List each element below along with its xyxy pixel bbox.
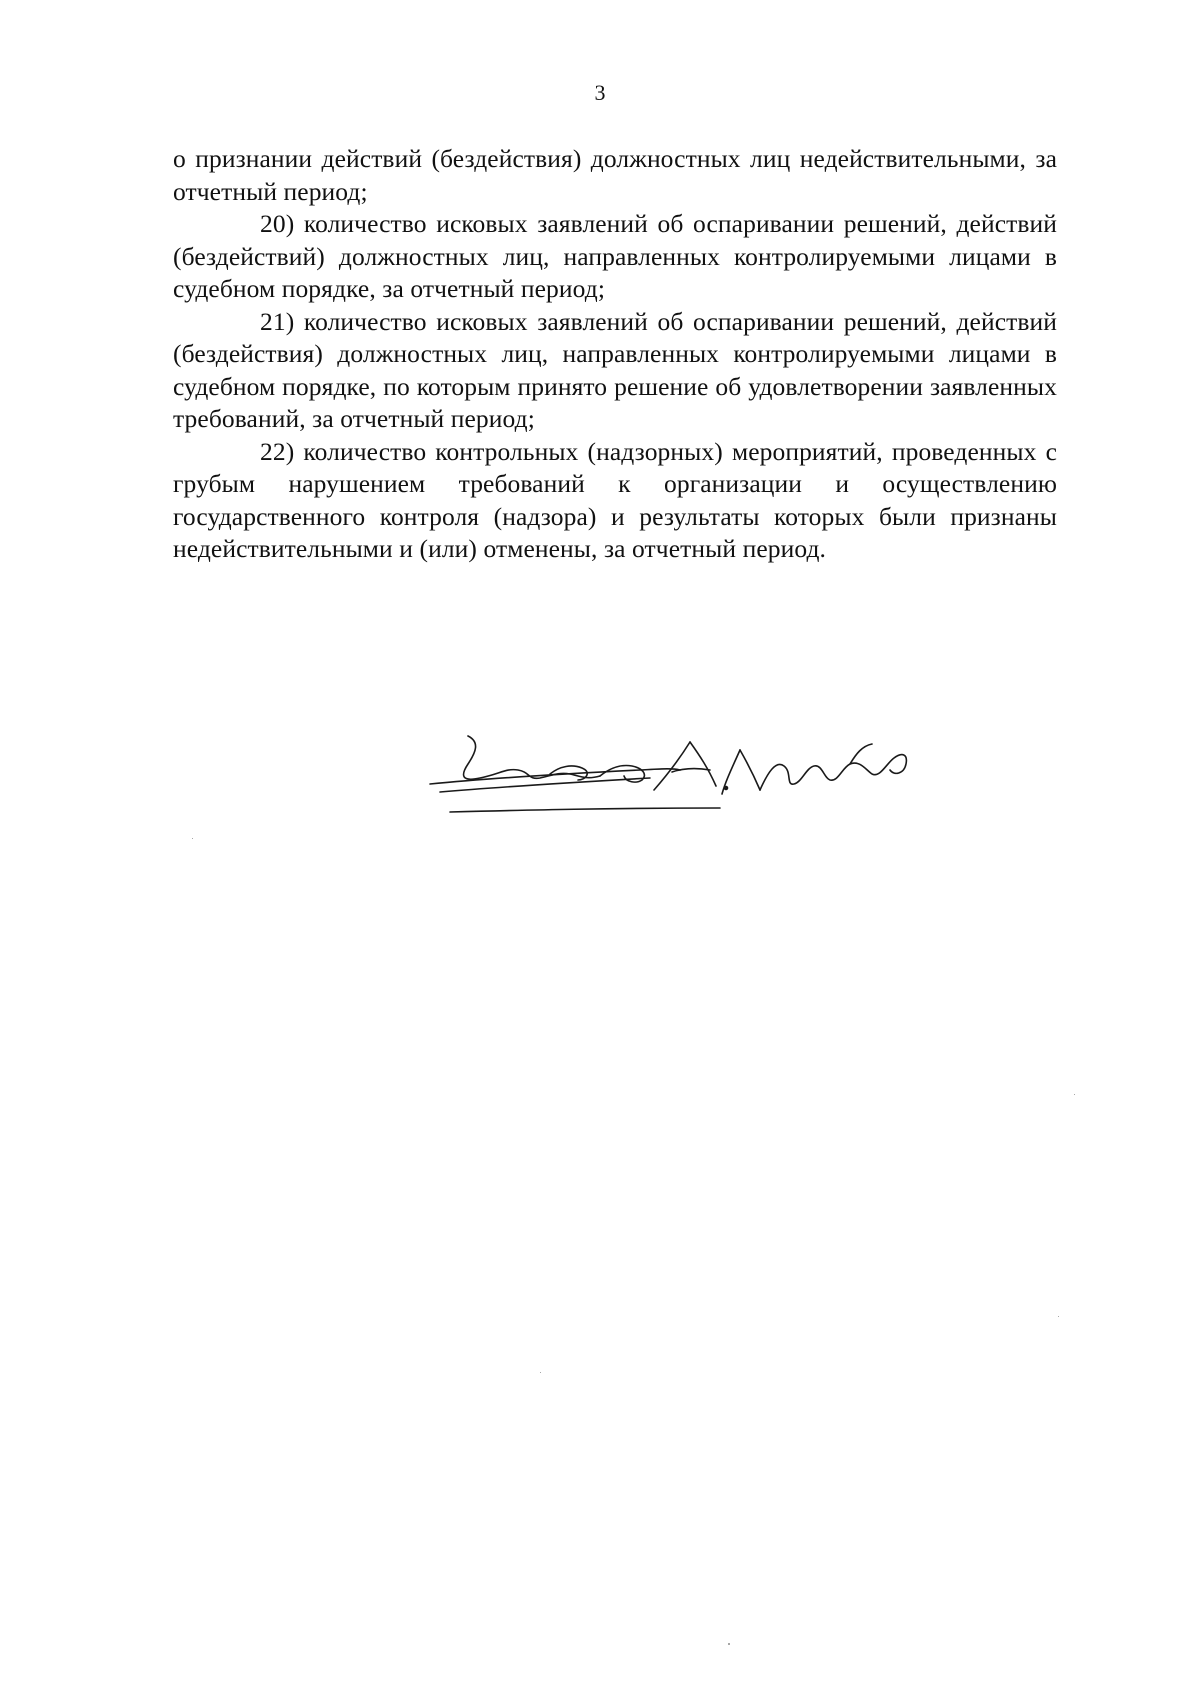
page-number: 3 xyxy=(594,80,606,105)
scan-speck xyxy=(1074,1094,1075,1095)
paragraph-text: 20) количество исковых заявлений об оспаривании решений, действий (бездействий) должностных лиц, направленных контролируемыми лицами в судебном порядке, за отчетный период; xyxy=(173,209,1057,303)
signature-drawing xyxy=(410,728,960,828)
scan-speck xyxy=(1058,1316,1059,1317)
scan-speck xyxy=(540,1372,541,1373)
paragraph-item-20 xyxy=(173,208,1057,306)
document-body xyxy=(173,143,1057,566)
paragraph-text: 22) количество контрольных (надзорных) мероприятий, проведенных с грубым нарушением требований к организации и осуществлению государственного контроля (надзора) и результаты которых были признаны недействительными и (или) отменены, за отчетный период. xyxy=(173,436,1057,563)
paragraph-item-21 xyxy=(173,306,1057,436)
paragraph-item-22 xyxy=(173,436,1057,566)
paragraph-text: 21) количество исковых заявлений об оспаривании решений, действий (бездействия) должностных лиц, направленных контролируемыми лицами в судебном порядке, по которым принято решение об удовлетворении заявленных требований, за отчетный период; xyxy=(173,306,1057,433)
scan-speck xyxy=(192,838,193,839)
paragraph-text: о признании действий (бездействия) должностных лиц недействительными, за отчетный период; xyxy=(173,144,1057,206)
scan-speck xyxy=(728,1643,730,1645)
paragraph-continuation xyxy=(173,143,1057,208)
handwritten-signature xyxy=(410,728,960,828)
